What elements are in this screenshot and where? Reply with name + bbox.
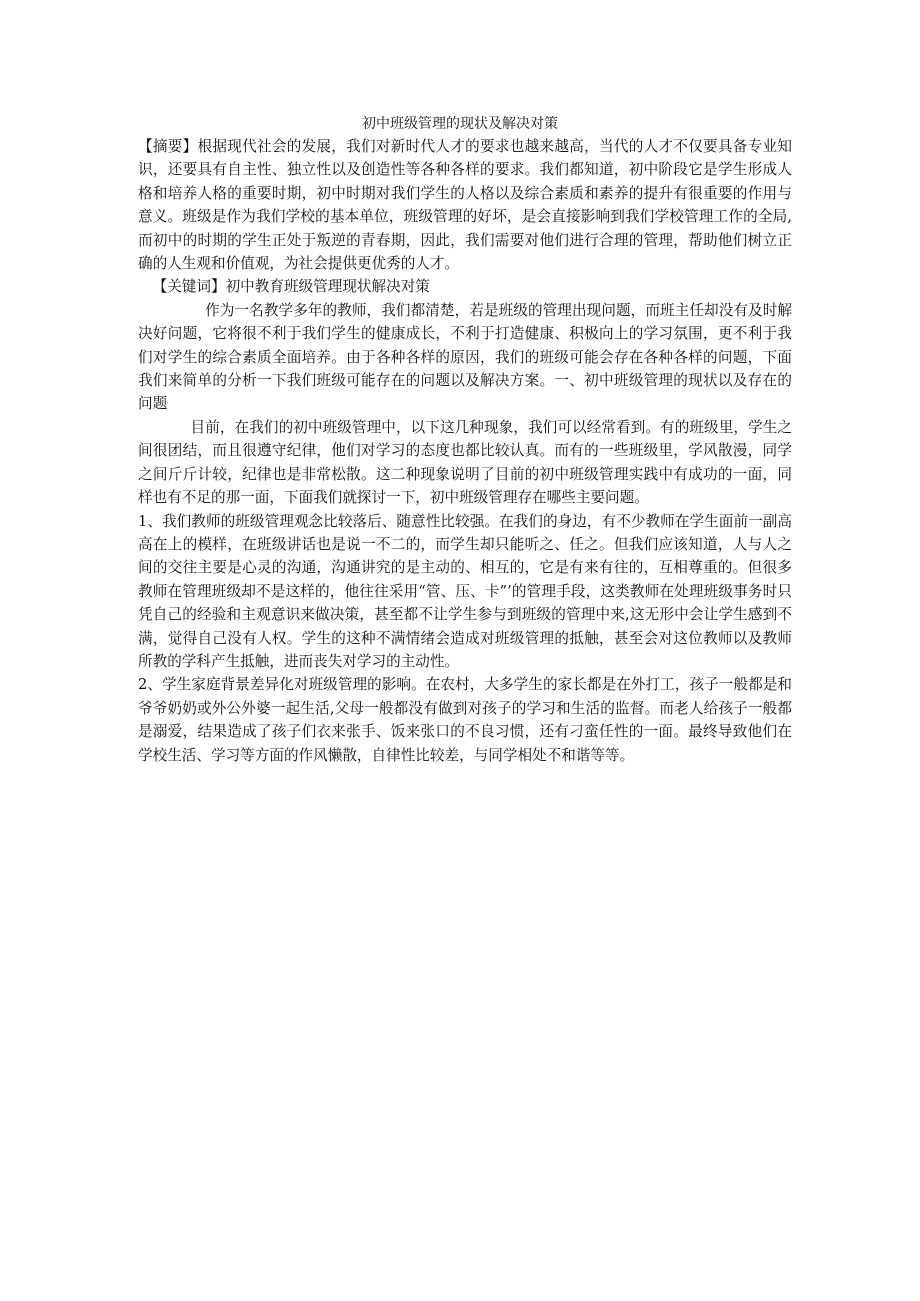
document-title: 初中班级管理的现状及解决对策 [362,116,558,132]
status-paragraph: 目前，在我们的初中班级管理中，以下这几种现象，我们可以经常看到。有的班级里，学生之间很团结，而且很遵守纪律，他们对学习的态度也都比较认真。而有的一些班级里，学风散漫，同学之间斤斤计较，纪律也是非常松散。这二种现象说明了目前的初中班级管理实践中有成功的一面，同样也有不足的那一面，下面我们就探讨一下，初中班级管理存在哪些主要问题。 [138,418,792,507]
problem-item-2: 2、学生家庭背景差异化对班级管理的影响。在农村，大多学生的家长都是在外打工，孩子一般都是和爷爷奶奶或外公外婆一起生活,父母一般都没有做到对孩子的学习和生活的监督。而老人给孩子一般都是溺爱，结果造成了孩子们衣来张手、饭来张口的不良习惯，还有刁蛮任性的一面。最终导致他们在学校生活、学习等方面的作风懒散，自律性比较差，与同学相处不和谐等等。 [138,676,792,764]
intro-paragraph: 作为一名教学多年的教师，我们都清楚，若是班级的管理出现问题，而班主任却没有及时解决好问题，它将很不利于我们学生的健康成长，不利于打造健康、积极向上的学习氛围，更不利于我们对学生的综合素质全面培养。由于各种各样的原因，我们的班级可能会存在各种各样的问题，下面我们来简单的分析一下我们班级可能存在的问题以及解决方案。一、初中班级管理的现状以及存在的问题 [138,301,792,413]
abstract-paragraph: 【摘要】根据现代社会的发展，我们对新时代人才的要求也越来越高，当代的人才不仅要具备专业知识，还要具有自主性、独立性以及创造性等各种各样的要求。我们都知道，初中阶段它是学生形成人格和培养人格的重要时期，初中时期对我们学生的人格以及综合素质和素养的提升有很重要的作用与意义。班级是作为我们学校的基本单位，班级管理的好坏，是会直接影响到我们学校管理工作的全局,而初中的时期的学生正处于叛逆的青春期，因此，我们需要对他们进行合理的管理，帮助他们树立正确的人生观和价值观，为社会提供更优秀的人才。 [138,138,792,273]
document-body [138,135,792,767]
keywords-paragraph: 【关键词】初中教育班级管理现状解决对策 [152,278,430,296]
problem-item-1: 1、我们教师的班级管理观念比较落后、随意性比较强。在我们的身边，有不少教师在学生面前一副高高在上的模样，在班级讲话也是说一不二的，而学生却只能听之、任之。但我们应该知道，人与人之间的交往主要是心灵的沟通，沟通讲究的是主动的、相互的，它是有来有往的，互相尊重的。但很多教师在管理班级却不是这样的，他往往采用“管、压、卡”’的管理手段，这类教师在处理班级事务时只凭自己的经验和主观意识来做决策，甚至都不让学生参与到班级的管理中来,这无形中会让学生感到不满，觉得自己没有人权。学生的这种不满情绪会造成对班级管理的抵触，甚至会对这位教师以及教师所教的学科产生抵触，进而丧失对学习的主动性。 [138,512,792,670]
